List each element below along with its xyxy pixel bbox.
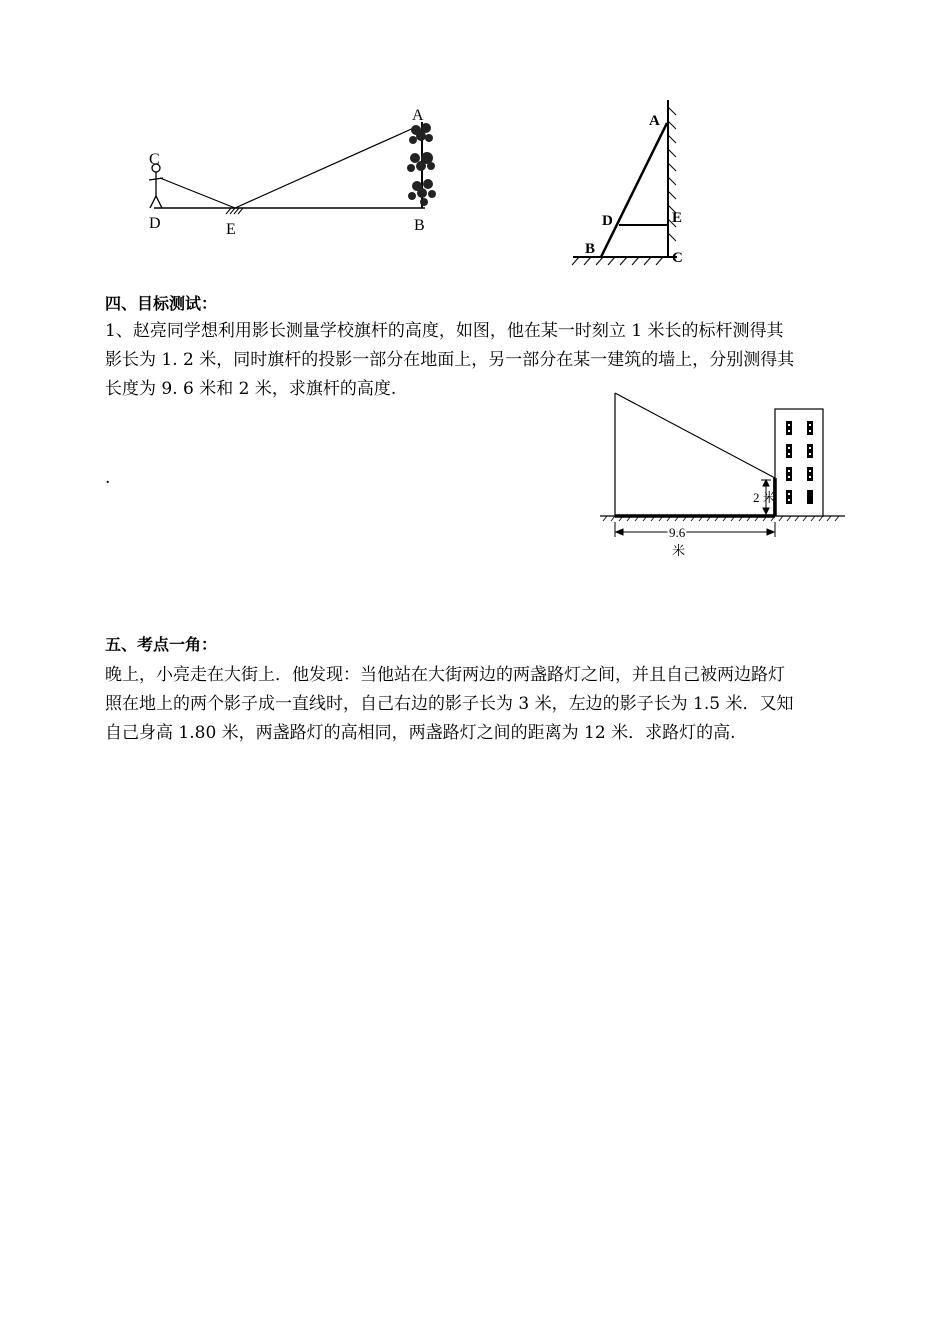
- label-a: A: [649, 113, 660, 129]
- section-5-heading: 五、考点一角：: [105, 635, 218, 654]
- section-5-line-3: 自己身高 1.80 米，两盏路灯的高相同，两盏路灯之间的距离为 12 米．求路灯的高.: [105, 723, 736, 743]
- label-d: D: [149, 215, 161, 232]
- section-5-line-1: 晚上，小亮走在大街上．他发现：当他站在大街两边的两盏路灯之间，并且自己被两边路灯: [105, 665, 785, 685]
- section-5-line-2: 照在地上的两个影子成一直线时，自己右边的影子长为 3 米，左边的影子长为 1.5 米．又知: [105, 694, 794, 714]
- label-d: D: [602, 213, 613, 229]
- label-e: E: [226, 221, 236, 238]
- label-c: C: [149, 151, 160, 168]
- segment-ab: [601, 123, 667, 257]
- label-b: B: [585, 241, 596, 257]
- ground-dimension-arrow: [615, 522, 775, 537]
- label-a: A: [412, 107, 424, 124]
- label-c: C: [672, 250, 683, 266]
- person-icon: [149, 164, 163, 208]
- stray-dot: .: [105, 468, 111, 488]
- section-4-line-2: 影长为 1. 2 米，同时旗杆的投影一部分在地面上，另一部分在某一建筑的墙上，分别测得其: [105, 350, 795, 370]
- label-b: B: [414, 217, 425, 234]
- figure-flagpole-shadow: [595, 385, 850, 565]
- ray-ce: [160, 178, 235, 208]
- ground-length-unit: 米: [672, 543, 686, 558]
- section-4-line-3: 长度为 9. 6 米和 2 米，求旗杆的高度.: [105, 379, 397, 399]
- figure-mirror-reflection: [140, 100, 450, 240]
- ray-ea: [235, 127, 416, 208]
- building-icon: [775, 409, 823, 516]
- sun-ray: [615, 393, 775, 478]
- section-4-line-1: 1、赵亮同学想利用影长测量学校旗杆的高度，如图，他在某一时刻立 1 米长的标杆测得其: [105, 321, 784, 341]
- tree-icon: [407, 122, 436, 208]
- ground-hatch: [572, 257, 663, 265]
- figure-wall-triangle: [565, 95, 715, 270]
- mirror-icon: [226, 208, 243, 214]
- label-e: E: [672, 210, 683, 226]
- ground-length-value: 9.6: [669, 525, 686, 540]
- wall-height-label: 2 米: [753, 490, 776, 505]
- section-4-heading: 四、目标测试：: [105, 294, 218, 313]
